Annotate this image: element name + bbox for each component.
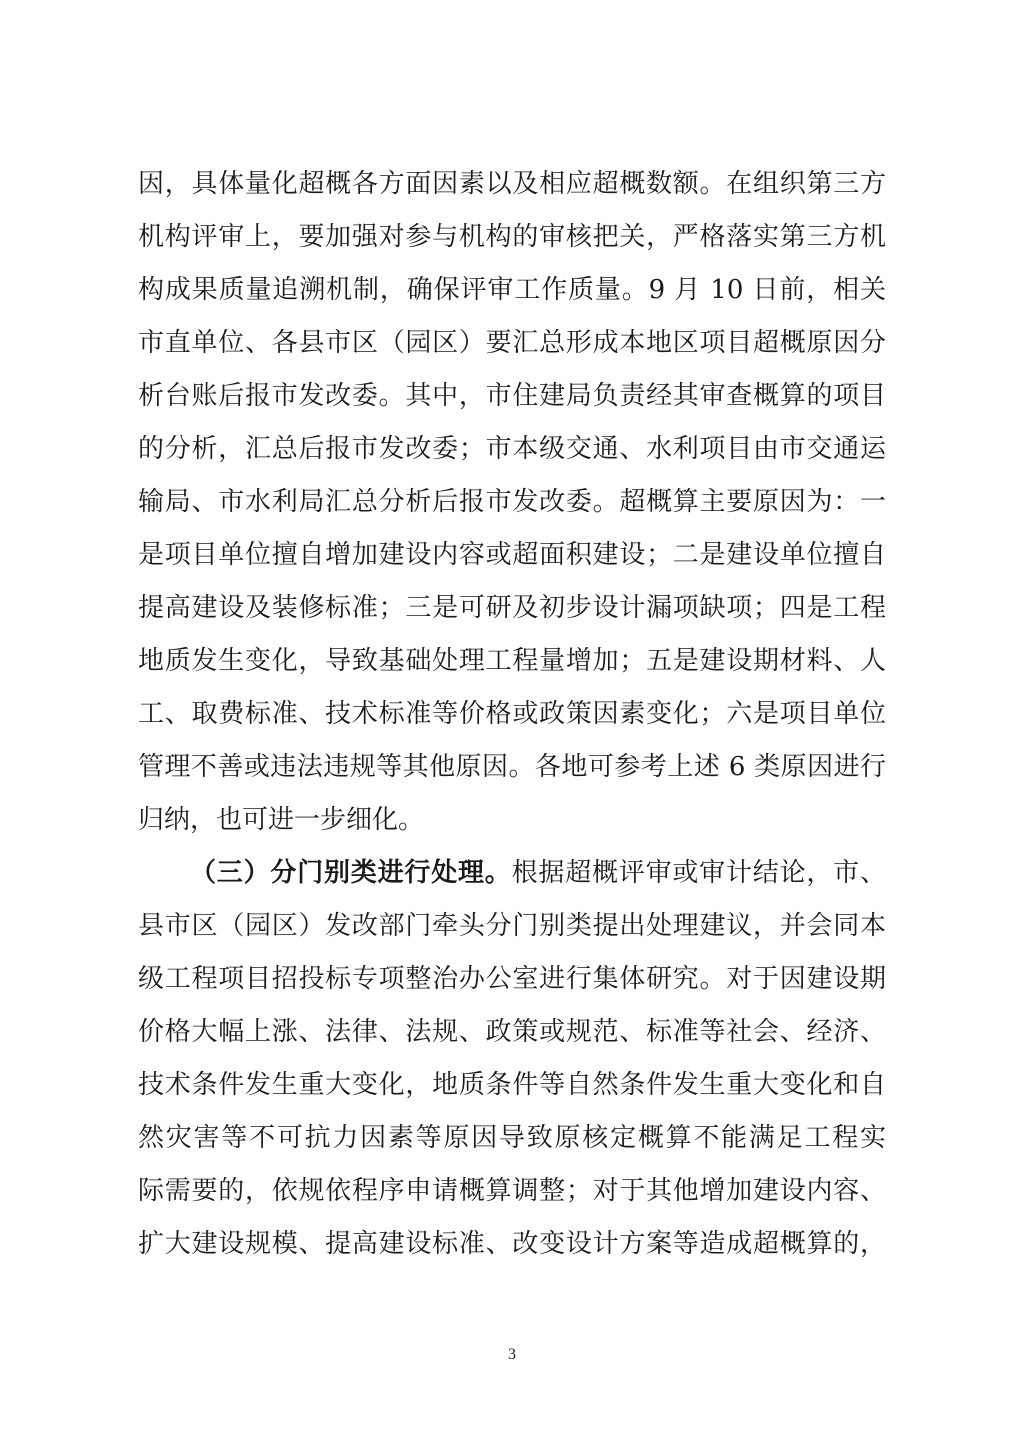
- section-heading: （三）分门别类进行处理。: [190, 858, 512, 888]
- body-text: [138, 158, 886, 1271]
- text-line: 市直单位、各县市区（园区）要汇总形成本地区项目超概原因分: [138, 328, 886, 358]
- text-line: 地质发生变化，导致基础处理工程量增加；五是建设期材料、人: [138, 646, 886, 676]
- text-line: 县市区（园区）发改部门牵头分门别类提出处理建议，并会同本: [138, 911, 886, 941]
- paragraph-classified-handling: [138, 847, 886, 1271]
- text-line: 技术条件发生重大变化，地质条件等自然条件发生重大变化和自: [138, 1070, 886, 1100]
- text-fragment: 根据超概评审或审计结论，市、: [511, 858, 886, 888]
- paragraph-overrun-causes: [138, 158, 886, 847]
- text-line: 价格大幅上涨、法律、法规、政策或规范、标准等社会、经济、: [138, 1017, 886, 1047]
- text-line: 扩大建设规模、提高建设标准、改变设计方案等造成超概算的，: [138, 1229, 886, 1259]
- text-line: 机构评审上，要加强对参与机构的审核把关，严格落实第三方机: [138, 222, 886, 252]
- text-line: 归纳，也可进一步细化。: [138, 805, 425, 835]
- text-line: 的分析，汇总后报市发改委；市本级交通、水利项目由市交通运: [138, 434, 886, 464]
- text-line: 是项目单位擅自增加建设内容或超面积建设；二是建设单位擅自: [138, 540, 886, 570]
- text-line: 析台账后报市发改委。其中，市住建局负责经其审查概算的项目: [138, 381, 886, 411]
- text-line: 构成果质量追溯机制，确保评审工作质量。9 月 10 日前，相关: [138, 275, 886, 305]
- text-line: 因，具体量化超概各方面因素以及相应超概数额。在组织第三方: [138, 169, 886, 199]
- text-line: 然灾害等不可抗力因素等原因导致原核定概算不能满足工程实: [138, 1123, 886, 1153]
- page-number: 3: [508, 1346, 516, 1363]
- text-line: 管理不善或违法违规等其他原因。各地可参考上述 6 类原因进行: [138, 752, 886, 782]
- text-line: 际需要的，依规依程序申请概算调整；对于其他增加建设内容、: [138, 1176, 886, 1206]
- text-line: 工、取费标准、技术标准等价格或政策因素变化；六是项目单位: [138, 699, 886, 729]
- text-line: 级工程项目招投标专项整治办公室进行集体研究。对于因建设期: [138, 964, 886, 994]
- text-line-with-heading: [138, 847, 886, 900]
- text-line: 提高建设及装修标准；三是可研及初步设计漏项缺项；四是工程: [138, 593, 886, 623]
- text-line: 输局、市水利局汇总分析后报市发改委。超概算主要原因为：一: [138, 487, 886, 517]
